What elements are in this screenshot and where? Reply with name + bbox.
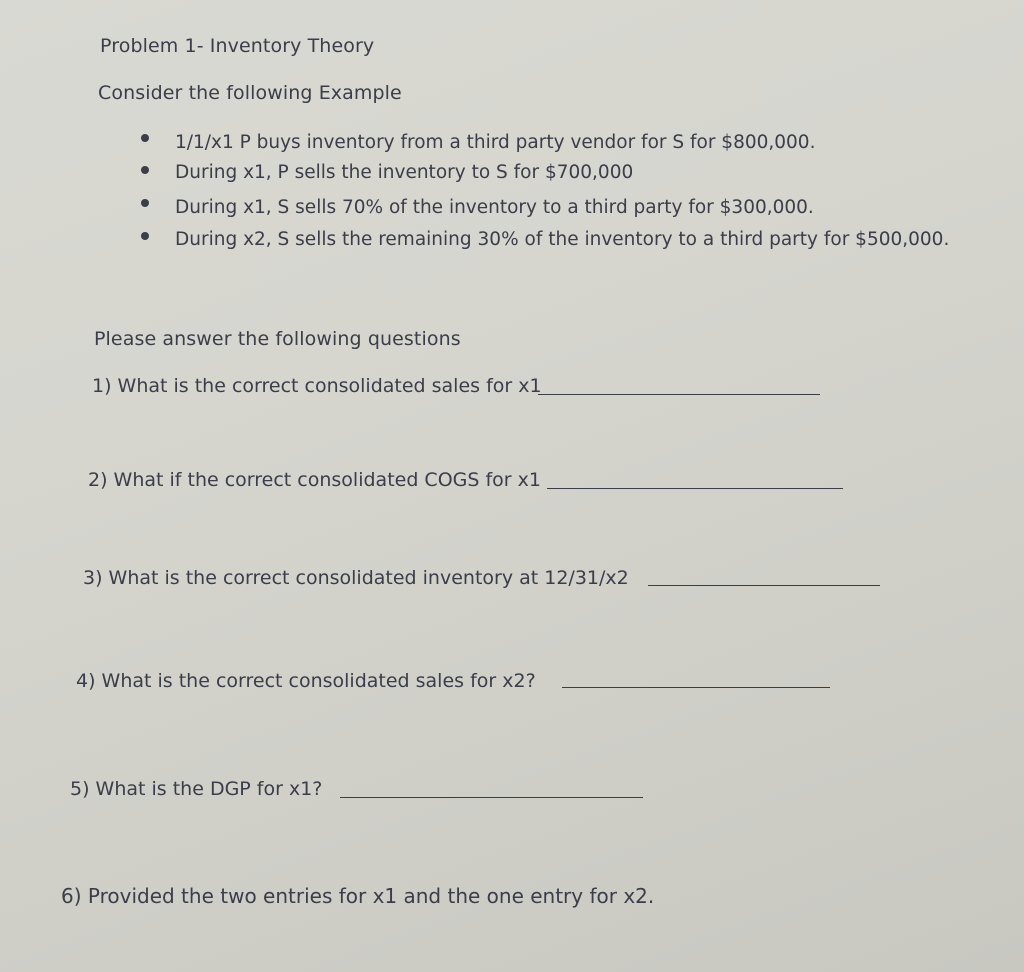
question-4: 4) What is the correct consolidated sales for x2? — [76, 670, 536, 692]
bullet-item-3: During x1, S sells 70% of the inventory to a third party for $300,000. — [175, 197, 814, 218]
answer-blank-1[interactable] — [538, 394, 820, 395]
answer-blank-5[interactable] — [340, 797, 643, 798]
answer-blank-2[interactable] — [547, 488, 843, 489]
problem-title: Problem 1- Inventory Theory — [100, 35, 375, 57]
bullet-dot-4 — [141, 232, 149, 240]
questions-heading: Please answer the following questions — [94, 328, 461, 350]
bullet-dot-3 — [141, 199, 149, 207]
bullet-dot-2 — [141, 166, 149, 174]
answer-blank-3[interactable] — [648, 585, 880, 586]
question-5: 5) What is the DGP for x1? — [70, 778, 323, 800]
bullet-dot-1 — [141, 134, 149, 142]
question-2: 2) What if the correct consolidated COGS for x1 — [88, 469, 541, 491]
bullet-item-2: During x1, P sells the inventory to S for $700,000 — [175, 162, 634, 183]
bullet-item-4: During x2, S sells the remaining 30% of the inventory to a third party for $500,000. — [175, 229, 950, 250]
question-6: 6) Provided the two entries for x1 and the one entry for x2. — [61, 884, 655, 908]
intro-text: Consider the following Example — [98, 82, 402, 104]
question-3: 3) What is the correct consolidated inventory at 12/31/x2 — [83, 567, 629, 589]
bullet-item-1: 1/1/x1 P buys inventory from a third party vendor for S for $800,000. — [175, 132, 816, 153]
question-1: 1) What is the correct consolidated sales for x1 — [92, 375, 542, 397]
answer-blank-4[interactable] — [562, 687, 830, 688]
